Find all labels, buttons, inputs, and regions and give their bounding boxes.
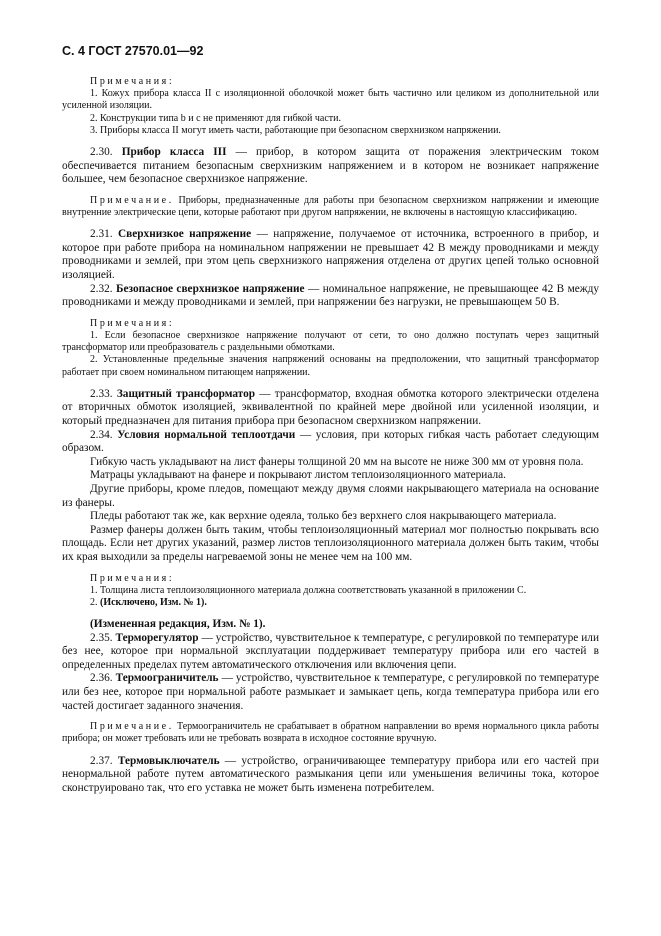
clause-2-30: 2.30. Прибор класса III — прибор, в котором защита от поражения электрическим током обеспечивается питанием безопасным сверхнизким напряжением и в котором не возникает напряжение большее, чем безопасное сверхнизкое напряжение. xyxy=(62,146,599,186)
amendment-note: (Измененная редакция, Изм. № 1). xyxy=(90,618,266,631)
clause-2-36: 2.36. Термоограничитель — устройство, чувствительное к температуре, с регулировкой по температуре или без нее, которое при нормальной работе размыкает и замыкает цепь, когда температура прибора или его частей достигает заданного значения. xyxy=(62,672,599,712)
term: Термоограничитель xyxy=(115,672,219,685)
note-2-30: Примечание. Приборы, предназначенные для работы при безопасном сверхнизком напряжении и имеющие внутренние электрические цепи, которые работают при другом напряжении, не включены в настоящую классификацию. xyxy=(62,194,599,218)
clause-2-34: 2.34. Условия нормальной теплоотдачи — условия, при которых гибкая часть работает следующим образом. xyxy=(62,428,599,455)
page-header: С. 4 ГОСТ 27570.01—92 xyxy=(62,44,204,58)
term: Защитный трансформатор xyxy=(116,387,256,400)
term: Условия нормальной теплоотдачи xyxy=(117,428,296,441)
clause-2-32: 2.32. Безопасное сверхнизкое напряжение — номинальное напряжение, не превышающее 42 В между проводниками и между проводниками и землей, при напряжении без нагрузки, не превышающем 50 В. xyxy=(62,282,600,309)
term: Прибор класса III xyxy=(121,146,227,159)
note-2-36: Примечание. Термоограничитель не срабатывает в обратном направлении во время нормального цикла работы прибора; он может требовать или не требовать возврата в исходное состояние вручную. xyxy=(62,721,599,745)
note-item: 3. Приборы класса II могут иметь части, работающие при безопасном сверхнизком напряжении. xyxy=(90,124,501,136)
notes-title: Примечания: xyxy=(90,76,175,87)
note-item: 1. Если безопасное сверхнизкое напряжение получают от сети, то оно должно поступать через защитный трансформатор или преобразователь с раздельными обмотками. xyxy=(62,329,599,354)
term: Сверхнизкое напряжение xyxy=(118,228,252,241)
note-item: 2. Конструкции типа b и c не применяют для гибкой части. xyxy=(90,112,342,124)
note-item: 2. Установленные предельные значения напряжений основаны на предположении, что защитный трансформатор работает при своем номинальном питающем напряжении. xyxy=(62,354,599,378)
paragraph: Гибкую часть укладывают на лист фанеры толщиной 20 мм на высоте не ниже 300 мм от уровня пола. xyxy=(90,455,584,468)
paragraph: Размер фанеры должен быть таким, чтобы теплоизоляционный материал мог полностью покрывать всю площадь. Если нет других указаний, размер листов теплоизоляционного материала должен быть таким, чтобы их края выходили за пределы нагреваемой зоны не менее чем на 100 мм. xyxy=(62,523,599,563)
clause-2-31: 2.31. Сверхнизкое напряжение — напряжение, получаемое от источника, встроенного в прибор, и которое при работе прибора на номинальном напряжении не превышает 42 В между проводниками и между проводниками и землей, при этом цепь сверхнизкого напряжения отделена от других цепей только основной изоляцией. xyxy=(62,228,600,281)
paragraph: Матрацы укладывают на фанере и покрывают листом теплоизоляционного материала. xyxy=(90,469,506,482)
note-item: 2. (Исключено, Изм. № 1). xyxy=(90,596,207,608)
clauses-2-35-2-36 xyxy=(62,618,599,713)
paragraph: Пледы работают так же, как верхние одеяла, только без верхнего слоя накрывающего материала. xyxy=(90,510,557,523)
clause-2-37: 2.37. Термовыключатель — устройство, ограничивающее температуру прибора или его частей при ненормальной работе путем автоматического размыкания цепи или уменьшения величины тока, которое сконструировано так, что его уставка не может быть изменена потребителем. xyxy=(62,754,599,794)
clause-2-35: 2.35. Терморегулятор — устройство, чувствительное к температуре, с регулировкой по температуре или без нее, которое при нормальной эксплуатации поддерживает температуру прибора или его частей в определенных пределах путем автоматического отключения или включения цепи. xyxy=(62,631,599,671)
notes-class-2 xyxy=(62,76,599,137)
term: Терморегулятор xyxy=(115,631,199,644)
clauses-2-31-2-32 xyxy=(62,228,599,310)
term: Термовыключатель xyxy=(117,754,220,767)
note-item: 1. Толщина листа теплоизоляционного материала должна соответствовать указанной в приложении С. xyxy=(90,584,527,596)
clauses-2-33-2-34 xyxy=(62,388,599,565)
note-item: 1. Кожух прибора класса II с изоляционной оболочкой может быть частично или целиком из дополнительной или усиленной изоляции. xyxy=(62,88,599,112)
notes-2-34: Примечания: 1. Толщина листа теплоизоляционного материала должна соответствовать указанной в приложении С. 2. (Исключено, Изм. № 1). xyxy=(62,573,599,610)
paragraph: Другие приборы, кроме пледов, помещают между двумя слоями накрывающего материала на основание из фанеры. xyxy=(62,482,599,509)
term: Безопасное сверхнизкое напряжение xyxy=(116,282,305,295)
notes-2-32: Примечания: 1. Если безопасное сверхнизкое напряжение получают от сети, то оно должно поступать через защитный трансформатор или преобразователь с раздельными обмотками. 2. Установленные предельные значения напряжений основаны на предположении, что защитный трансформатор работает при своем номинальном питающем напряжении. xyxy=(62,317,599,378)
clause-2-33: 2.33. Защитный трансформатор — трансформатор, входная обмотка которого электрически отделена от вторичных обмоток изоляцией, эквивалентной по крайней мере двойной или усиленной изоляции, и который предназначен для питания прибора при безопасном сверхнизком напряжении. xyxy=(62,387,600,427)
